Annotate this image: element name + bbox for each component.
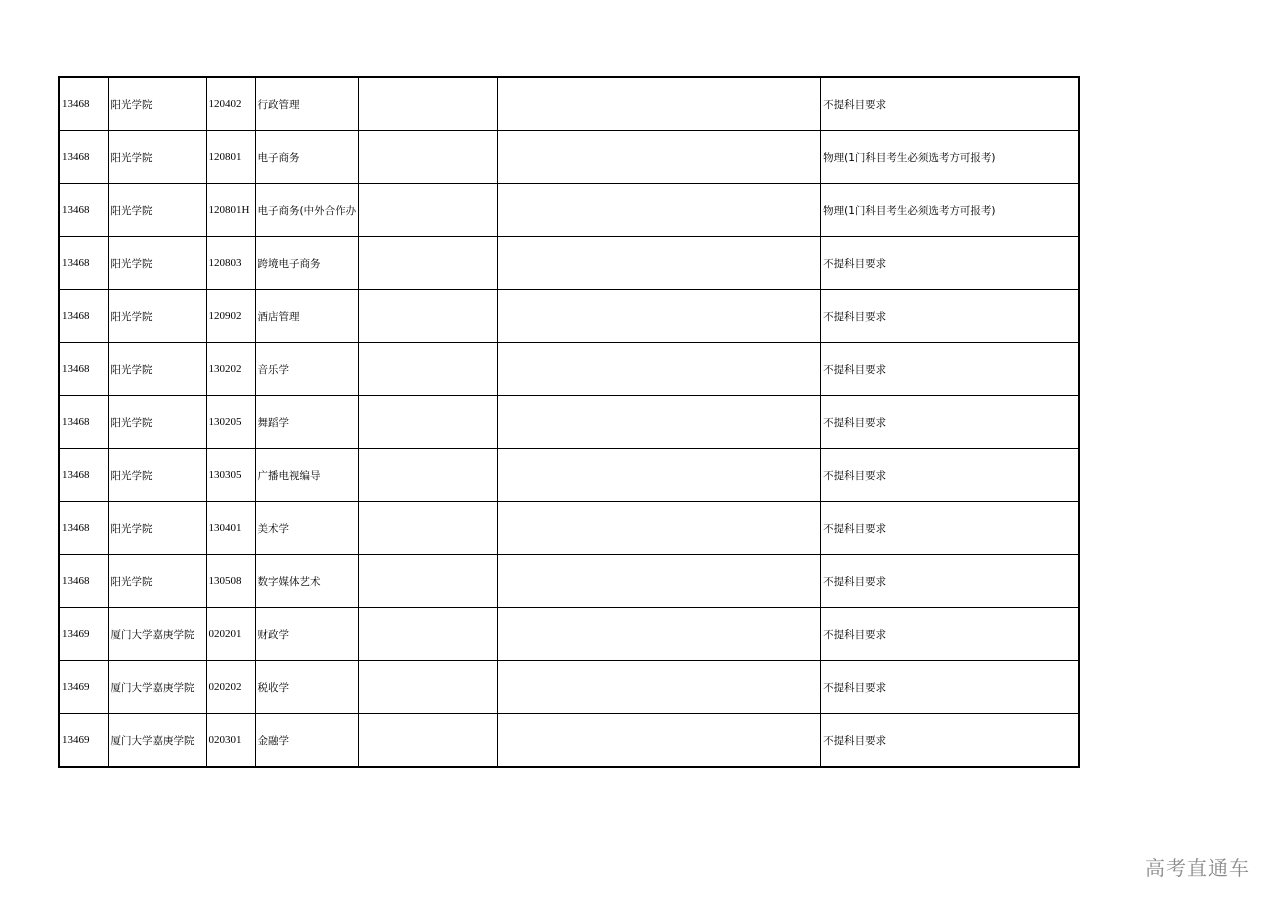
cell-major-name: 数字媒体艺术 [255, 555, 359, 608]
cell-subject-requirement: 物理(1门科目考生必须选考方可报考) [821, 131, 1079, 184]
cell-school-code: 13468 [59, 77, 108, 131]
cell-school-name: 厦门大学嘉庚学院 [108, 714, 206, 768]
cell-subject-requirement: 不提科目要求 [821, 714, 1079, 768]
cell-empty-b [498, 661, 821, 714]
cell-school-code: 13468 [59, 396, 108, 449]
cell-school-code: 13468 [59, 184, 108, 237]
cell-empty-a [359, 343, 498, 396]
cell-subject-requirement: 不提科目要求 [821, 237, 1079, 290]
cell-empty-b [498, 449, 821, 502]
table-row [59, 714, 1079, 768]
cell-major-code: 130205 [206, 396, 255, 449]
cell-school-name: 阳光学院 [108, 502, 206, 555]
table-row [59, 77, 1079, 131]
cell-major-code: 120801H [206, 184, 255, 237]
cell-major-code: 120801 [206, 131, 255, 184]
cell-major-code: 130508 [206, 555, 255, 608]
cell-subject-requirement: 不提科目要求 [821, 608, 1079, 661]
cell-school-name: 阳光学院 [108, 290, 206, 343]
cell-school-name: 阳光学院 [108, 184, 206, 237]
cell-empty-a [359, 184, 498, 237]
cell-major-code: 130202 [206, 343, 255, 396]
cell-major-name: 酒店管理 [255, 290, 359, 343]
cell-empty-b [498, 608, 821, 661]
table-row [59, 396, 1079, 449]
table-row [59, 608, 1079, 661]
cell-subject-requirement: 不提科目要求 [821, 502, 1079, 555]
table-row [59, 184, 1079, 237]
cell-school-code: 13468 [59, 131, 108, 184]
cell-empty-a [359, 555, 498, 608]
cell-major-code: 120402 [206, 77, 255, 131]
cell-subject-requirement: 不提科目要求 [821, 555, 1079, 608]
cell-major-name: 舞蹈学 [255, 396, 359, 449]
table-row [59, 237, 1079, 290]
cell-school-code: 13468 [59, 290, 108, 343]
cell-major-code: 120803 [206, 237, 255, 290]
cell-school-name: 阳光学院 [108, 396, 206, 449]
table-row [59, 661, 1079, 714]
cell-school-name: 阳光学院 [108, 237, 206, 290]
cell-major-code: 130305 [206, 449, 255, 502]
cell-empty-b [498, 290, 821, 343]
cell-school-name: 阳光学院 [108, 555, 206, 608]
cell-empty-a [359, 714, 498, 768]
cell-empty-b [498, 714, 821, 768]
cell-school-code: 13468 [59, 237, 108, 290]
cell-subject-requirement: 不提科目要求 [821, 396, 1079, 449]
cell-school-code: 13468 [59, 502, 108, 555]
table-row [59, 343, 1079, 396]
cell-major-name: 金融学 [255, 714, 359, 768]
subject-requirements-table [58, 76, 1080, 768]
cell-school-name: 厦门大学嘉庚学院 [108, 661, 206, 714]
cell-major-code: 020301 [206, 714, 255, 768]
cell-empty-b [498, 131, 821, 184]
table-body [59, 77, 1079, 767]
table-row [59, 502, 1079, 555]
watermark-text: 高考直通车 [1145, 856, 1250, 880]
cell-empty-b [498, 184, 821, 237]
cell-empty-a [359, 237, 498, 290]
cell-major-name: 财政学 [255, 608, 359, 661]
cell-major-name: 税收学 [255, 661, 359, 714]
cell-major-name: 音乐学 [255, 343, 359, 396]
cell-school-code: 13468 [59, 449, 108, 502]
table-row [59, 555, 1079, 608]
cell-major-code: 120902 [206, 290, 255, 343]
cell-major-name: 跨境电子商务 [255, 237, 359, 290]
cell-empty-b [498, 502, 821, 555]
cell-subject-requirement: 不提科目要求 [821, 661, 1079, 714]
cell-empty-b [498, 396, 821, 449]
table-row [59, 449, 1079, 502]
cell-major-name: 美术学 [255, 502, 359, 555]
cell-school-code: 13468 [59, 343, 108, 396]
cell-major-name: 电子商务(中外合作办 [255, 184, 359, 237]
cell-major-code: 130401 [206, 502, 255, 555]
cell-empty-b [498, 77, 821, 131]
cell-school-code: 13469 [59, 608, 108, 661]
cell-school-name: 阳光学院 [108, 77, 206, 131]
cell-subject-requirement: 不提科目要求 [821, 77, 1079, 131]
cell-school-code: 13469 [59, 714, 108, 768]
cell-empty-b [498, 555, 821, 608]
cell-empty-a [359, 131, 498, 184]
cell-school-code: 13468 [59, 555, 108, 608]
table-row [59, 290, 1079, 343]
cell-empty-b [498, 343, 821, 396]
cell-school-code: 13469 [59, 661, 108, 714]
cell-empty-a [359, 502, 498, 555]
cell-major-name: 行政管理 [255, 77, 359, 131]
cell-empty-a [359, 661, 498, 714]
cell-empty-a [359, 77, 498, 131]
cell-school-name: 阳光学院 [108, 449, 206, 502]
table-row [59, 131, 1079, 184]
cell-major-name: 广播电视编导 [255, 449, 359, 502]
cell-subject-requirement: 不提科目要求 [821, 449, 1079, 502]
cell-subject-requirement: 物理(1门科目考生必须选考方可报考) [821, 184, 1079, 237]
cell-empty-a [359, 290, 498, 343]
cell-major-name: 电子商务 [255, 131, 359, 184]
cell-school-name: 阳光学院 [108, 131, 206, 184]
cell-empty-a [359, 449, 498, 502]
cell-empty-a [359, 608, 498, 661]
cell-major-code: 020202 [206, 661, 255, 714]
cell-subject-requirement: 不提科目要求 [821, 343, 1079, 396]
cell-school-name: 厦门大学嘉庚学院 [108, 608, 206, 661]
cell-school-name: 阳光学院 [108, 343, 206, 396]
cell-subject-requirement: 不提科目要求 [821, 290, 1079, 343]
cell-empty-a [359, 396, 498, 449]
cell-empty-b [498, 237, 821, 290]
cell-major-code: 020201 [206, 608, 255, 661]
